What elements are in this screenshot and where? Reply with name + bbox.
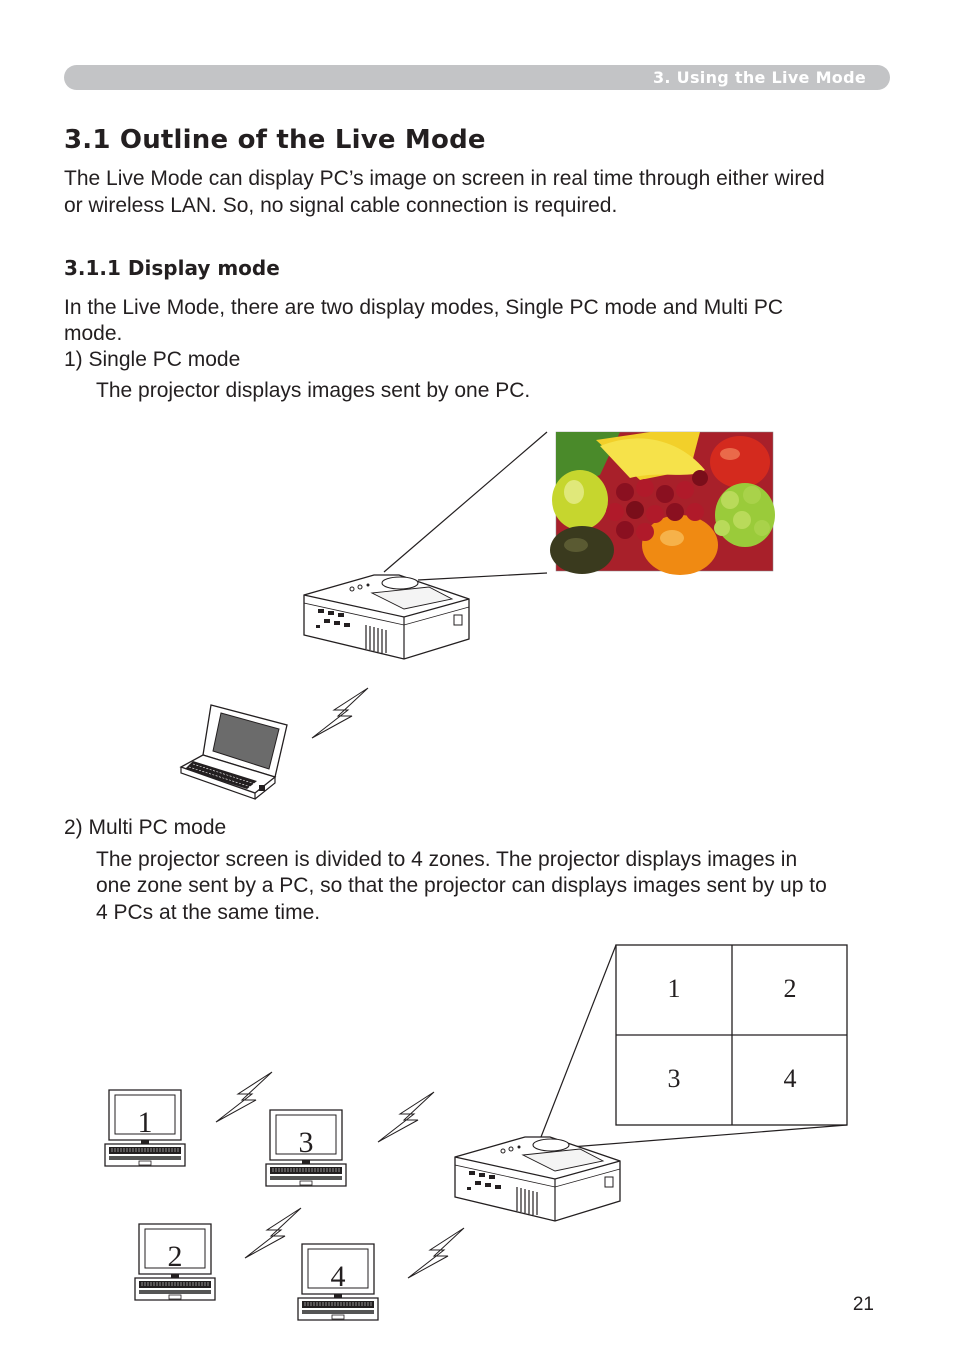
wireless-bolt-pc-2: [245, 1208, 301, 1258]
zone-label-2: 2: [783, 974, 797, 1003]
projector-multi: [455, 1137, 620, 1221]
subsection-intro-line1: In the Live Mode, there are two display modes, Single PC mode and Multi PC: [64, 296, 784, 319]
wireless-bolt-pc-3: [378, 1092, 434, 1142]
page-number: 21: [852, 1294, 874, 1315]
multi-pc-heading: 2) Multi PC mode: [64, 816, 227, 839]
pc-label-4: 4: [330, 1260, 346, 1293]
subsection-title: 3.1.1 Display mode: [64, 256, 280, 280]
wireless-bolt-pc-1: [216, 1072, 272, 1122]
section-title: 3.1 Outline of the Live Mode: [64, 125, 486, 155]
multi-pc-line3: 4 PCs at the same time.: [96, 901, 321, 924]
projected-fruit-image: [550, 432, 775, 575]
projector-single: [304, 575, 469, 659]
laptop-pc-1: [105, 1090, 185, 1166]
single-pc-heading: 1) Single PC mode: [64, 348, 241, 371]
multi-pc-line1: The projector screen is divided to 4 zones. The projector displays images in: [96, 848, 798, 871]
subsection-intro-line2: mode.: [64, 322, 123, 345]
zone-grid: [616, 945, 847, 1125]
pc-label-2: 2: [167, 1240, 183, 1273]
laptop-single: [181, 705, 287, 799]
zone-label-4: 4: [783, 1064, 797, 1093]
pc-label-1: 1: [137, 1106, 153, 1139]
laptop-pc-3: [266, 1110, 346, 1186]
header-section-label: 3. Using the Live Mode: [652, 68, 866, 87]
wireless-bolt-single: [312, 688, 368, 738]
laptop-pc-4: [298, 1244, 378, 1320]
wireless-bolt-pc-4: [408, 1228, 464, 1278]
section-intro-line1: The Live Mode can display PC’s image on screen in real time through either wired: [64, 167, 825, 190]
zone-label-1: 1: [667, 974, 681, 1003]
section-intro-line2: or wireless LAN. So, no signal cable connection is required.: [64, 194, 618, 217]
pc-label-3: 3: [298, 1126, 314, 1159]
zone-label-3: 3: [667, 1064, 681, 1093]
multi-pc-line2: one zone sent by a PC, so that the projector can displays images sent by up to: [96, 874, 827, 897]
single-pc-description: The projector displays images sent by one PC.: [96, 379, 531, 402]
laptop-pc-2: [135, 1224, 215, 1300]
